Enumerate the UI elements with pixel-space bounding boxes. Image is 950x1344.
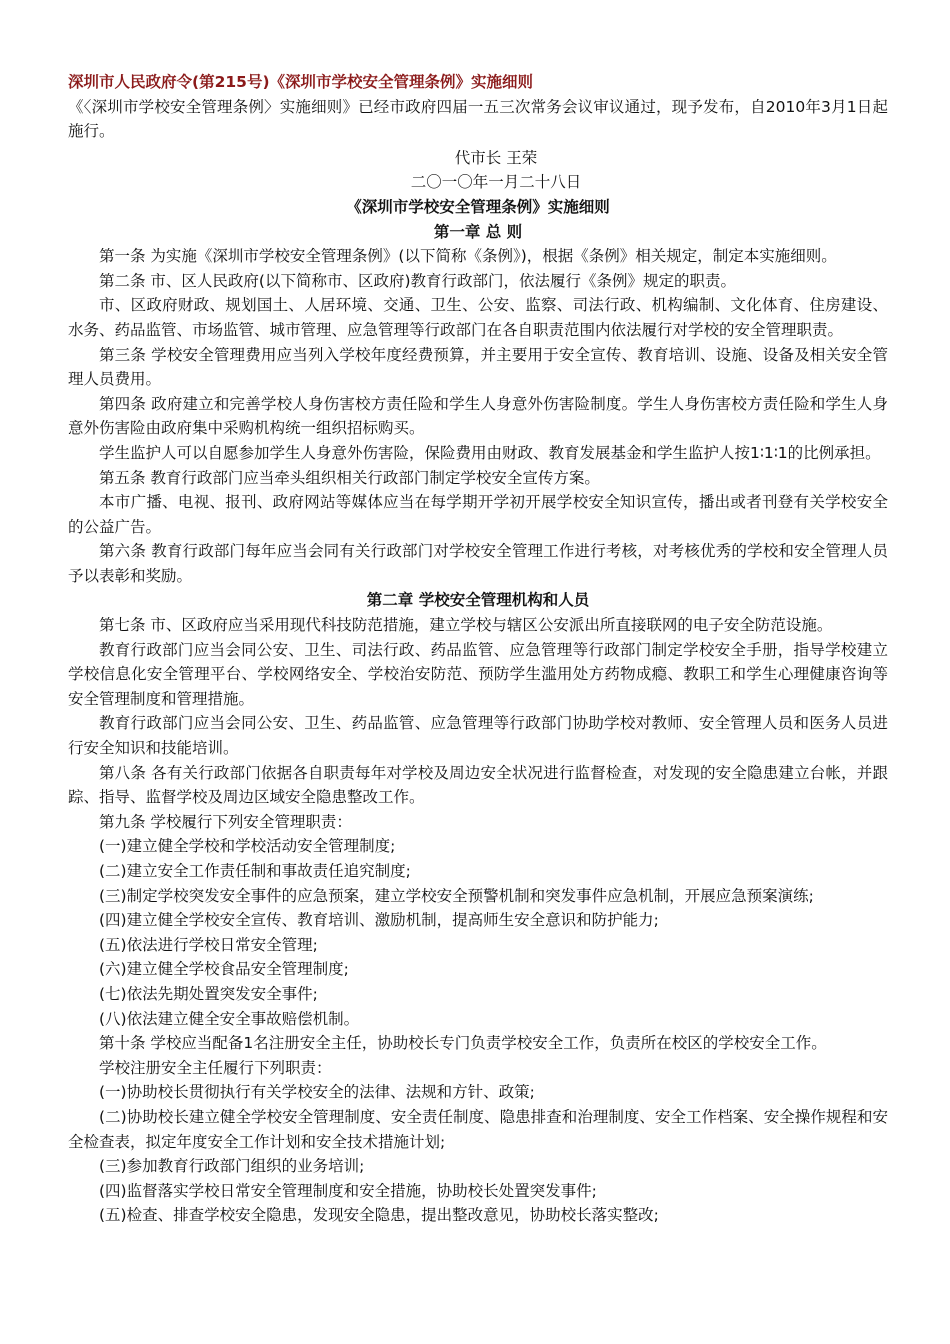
article-paragraph: 教育行政部门应当会同公安、卫生、药品监管、应急管理等行政部门协助学校对教师、安全管理人员和医务人员进行安全知识和技能培训。 bbox=[68, 714, 888, 758]
article-paragraph: 第八条 各有关行政部门依据各自职责每年对学校及周边安全状况进行监督检查，对发现的安全隐患建立台帐，并跟踪、指导、监督学校及周边区域安全隐患整改工作。 bbox=[68, 763, 888, 807]
signatory: 代市长 王荣 bbox=[454, 148, 538, 167]
list-item: (五)依法进行学校日常安全管理; bbox=[99, 935, 318, 954]
article-paragraph: 第五条 教育行政部门应当牵头组织相关行政部门制定学校安全宣传方案。 bbox=[99, 468, 600, 487]
chapter-heading: 第一章 总 则 bbox=[433, 222, 523, 241]
article-paragraph: 本市广播、电视、报刊、政府网站等媒体应当在每学期开学初开展学校安全知识宣传，播出或者刊登有关学校安全的公益广告。 bbox=[68, 493, 888, 536]
article-paragraph: 学生监护人可以自愿参加学生人身意外伤害险，保险费用由财政、教育发展基金和学生监护人按1∶1∶1的比例承担。 bbox=[99, 443, 881, 462]
list-item: (五)检查、排查学校安全隐患，发现安全隐患，提出整改意见，协助校长落实整改; bbox=[99, 1206, 659, 1225]
list-item: (二)建立安全工作责任制和事故责任追究制度; bbox=[99, 862, 411, 880]
list-item: (三)参加教育行政部门组织的业务培训; bbox=[99, 1157, 365, 1176]
list-item: (四)建立健全学校安全宣传、教育培训、激励机制，提高师生安全意识和防护能力; bbox=[99, 911, 659, 930]
list-item: (一)协助校长贯彻执行有关学校安全的法律、法规和方针、政策; bbox=[99, 1083, 535, 1102]
article-paragraph: 教育行政部门应当会同公安、卫生、司法行政、药品监管、应急管理等行政部门制定学校安全手册，指导学校建立学校信息化安全管理平台、学校网络安全、学校治安防范、预防学生滥用处方药物成瘾、教职工和学生心理健康咨询等安全管理制度和管理措施。 bbox=[68, 640, 888, 708]
article-paragraph: 第十条 学校应当配备1名注册安全主任，协助校长专门负责学校安全工作，负责所在校区的学校安全工作。 bbox=[99, 1034, 827, 1053]
article-paragraph: 第三条 学校安全管理费用应当列入学校年度经费预算，并主要用于安全宣传、教育培训、设施、设备及相关安全管理人员费用。 bbox=[68, 345, 888, 389]
document-page bbox=[68, 70, 888, 1228]
list-item: (八)依法建立健全安全事故赔偿机制。 bbox=[99, 1009, 360, 1028]
chapter-heading: 第二章 学校安全管理机构和人员 bbox=[366, 591, 590, 610]
article-paragraph: 市、区政府财政、规划国土、人居环境、交通、卫生、公安、监察、司法行政、机构编制、文化体育、住房建设、水务、药品监管、市场监管、城市管理、应急管理等行政部门在各自职责范围内依法履行对学校的安全管理职责。 bbox=[68, 296, 888, 339]
article-paragraph: 第二条 市、区人民政府(以下简称市、区政府)教育行政部门，依法履行《条例》规定的职责。 bbox=[99, 271, 737, 290]
article-paragraph: 第七条 市、区政府应当采用现代科技防范措施，建立学校与辖区公安派出所直接联网的电子安全防范设施。 bbox=[99, 616, 833, 635]
article-paragraph: 第六条 教育行政部门每年应当会同有关行政部门对学校安全管理工作进行考核，对考核优秀的学校和安全管理人员予以表彰和奖励。 bbox=[68, 542, 888, 585]
list-item: (三)制定学校突发安全事件的应急预案，建立学校安全预警机制和突发事件应急机制，开展应急预案演练; bbox=[99, 886, 814, 905]
issue-date: 二〇一〇年一月二十八日 bbox=[410, 173, 582, 192]
list-item: (二)协助校长建立健全学校安全管理制度、安全责任制度、隐患排查和治理制度、安全工作档案、安全操作规程和安全检查表，拟定年度安全工作计划和安全技术措施计划; bbox=[68, 1107, 888, 1151]
chapter-2-body bbox=[68, 613, 888, 1228]
article-paragraph: 学校注册安全主任履行下列职责： bbox=[99, 1058, 332, 1077]
list-item: (六)建立健全学校食品安全管理制度; bbox=[99, 960, 349, 979]
document-subtitle: 《深圳市学校安全管理条例》实施细则 bbox=[346, 197, 610, 216]
article-paragraph: 第一条 为实施《深圳市学校安全管理条例》(以下简称《条例》)，根据《条例》相关规定，制定本实施细则。 bbox=[99, 247, 837, 266]
list-item: (七)依法先期处置突发安全事件; bbox=[99, 984, 318, 1003]
list-item: (四)监督落实学校日常安全管理制度和安全措施，协助校长处置突发事件; bbox=[99, 1181, 597, 1200]
document-title: 深圳市人民政府令(第215号)《深圳市学校安全管理条例》实施细则 bbox=[68, 73, 534, 91]
chapter-1-body bbox=[68, 244, 888, 588]
list-item: (一)建立健全学校和学校活动安全管理制度; bbox=[99, 837, 396, 856]
article-paragraph: 第四条 政府建立和完善学校人身伤害校方责任险和学生人身意外伤害险制度。学生人身伤害校方责任险和学生人身意外伤害险由政府集中采购机构统一组织招标购买。 bbox=[68, 394, 888, 438]
intro-paragraph: 《〈深圳市学校安全管理条例〉实施细则》已经市政府四届一五三次常务会议审议通过，现予发布，自2010年3月1日起施行。 bbox=[68, 97, 888, 141]
article-paragraph: 第九条 学校履行下列安全管理职责： bbox=[99, 812, 352, 831]
